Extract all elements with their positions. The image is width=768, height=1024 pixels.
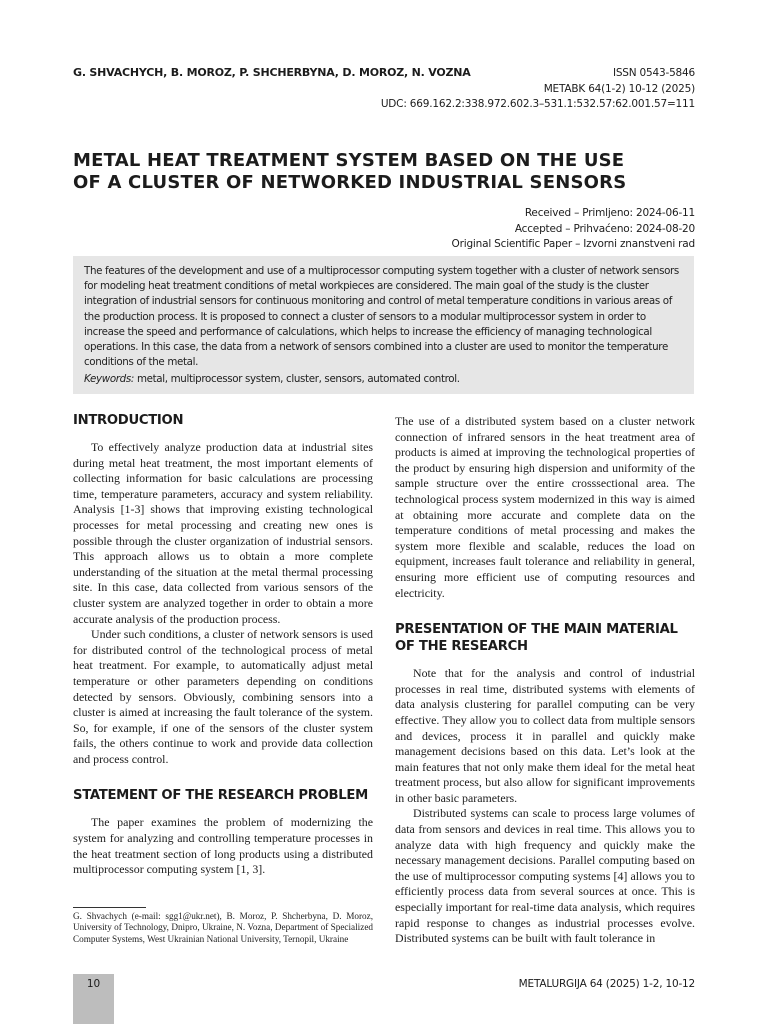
introduction-heading: INTRODUCTION — [73, 413, 184, 428]
problem-heading: STATEMENT OF THE RESEARCH PROBLEM — [73, 788, 368, 804]
main-heading-line-2: OF THE RESEARCH — [395, 639, 528, 655]
keywords-list: metal, multiprocessor system, cluster, sensors, automated control. — [136, 373, 460, 386]
abstract-text: The features of the development and use of a multiprocessor computing system together with a cluster of network sensors for modeling heat treatment conditions of metal workpieces are considered. The main goal of the study is the cluster integration of industrial sensors for continuous monitoring and control of metal temperature conditions in various areas of the production process. It is proposed to connect a cluster of sensors to a modular multiprocessor system in order to increase the speed and performance of calculations, which helps to increase the efficiency of managing technological operations. In this case, the data from a network of sensors combined into a cluster are used to monitor the temperature conditions of the metal. — [84, 265, 679, 369]
page-number: 10 — [86, 978, 101, 990]
page-number-box — [73, 974, 114, 1024]
paper-title — [73, 150, 693, 194]
title-line-1: METAL HEAT TREATMENT SYSTEM BASED ON THE USE — [73, 150, 625, 171]
problem-paragraph-1: The paper examines the problem of modernizing the system for analyzing and controlling temperature processes in the heat treatment section of long products using a distributed multiprocessor computing system [1, 3]. — [73, 815, 373, 877]
main-material-heading — [395, 621, 695, 655]
intro-paragraph-1: To effectively analyze production data at industrial sites during metal heat treatment, the most important elements of collecting information for basic calculations are processing time, temperature parameters, accuracy and system reliability. Analysis [1-3] shows that improving existing technological processes for metal processing and creating new ones is possible through the cluster organization of industrial sensors. This approach allows us to obtain a more complete understanding of the situation at the metal thermal processing site. In this case, data collected from various sensors of the cluster system are analyzed together in order to obtain a more accurate analysis of the production process. — [73, 440, 373, 626]
authors-line: G. SHVACHYCH, B. MOROZ, P. SHCHERBYNA, D. MOROZ, N. VOZNA — [73, 66, 471, 79]
journal-footer: METALURGIJA 64 (2025) 1-2, 10-12 — [518, 978, 695, 990]
abstract-box — [73, 256, 694, 394]
main-paragraph-1: Note that for the analysis and control of industrial processes in real time, distributed systems with elements of data analysis clustering for parallel computing can be very effective. They allow you to collect data from multiple sensors and devices, process it in parallel and quickly make management decisions based on this data. Let’s look at the main features that not only make them ideal for the metal heat treatment process, but also allow for significant improvements in other basic parameters. — [395, 666, 695, 805]
intro-paragraph-2: Under such conditions, a cluster of network sensors is used for distributed control of the technological process of metal heat treatment. For example, to automatically adjust metal temperature or other parameters depending on conditions detected by sensors. Obviously, combining sensors into a cluster is aimed at increasing the fault tolerance of the system. So, for example, if one of the sensors of the cluster system fails, the others continue to work and provide data collection and process control. — [73, 627, 373, 766]
journal-metadata — [381, 66, 695, 113]
right-column — [395, 414, 695, 947]
keywords-label: Keywords: — [84, 373, 134, 386]
udc-code: UDC: 669.162.2:338.972.602.3–531.1:532.57:62.001.57=111 — [380, 98, 695, 110]
paper-type: Original Scientific Paper – Izvorni znanstveni rad — [451, 238, 695, 250]
received-date: Received – Primljeno: 2024-06-11 — [524, 207, 695, 219]
accepted-date: Accepted – Prihvaćeno: 2024-08-20 — [514, 222, 695, 235]
left-column — [73, 412, 373, 878]
footnote-divider — [73, 907, 146, 908]
submission-dates — [452, 206, 695, 253]
right-paragraph-1: The use of a distributed system based on a cluster network connection of infrared sensors in the heat treatment area of products is aimed at improving the technological properties of the product by ensuring high dispersion and uniformity of the sample structure over the entire crosssectional area. The technological process system modernized in this way is aimed at obtaining more accurate and complete data on the temperature conditions of metal processing and makes the system more flexible and scalable, reduces the load on equipment, increases fault tolerance and reliability in general, ensuring more efficient use of computing resources and electricity. — [395, 414, 695, 600]
issn: ISSN 0543-5846 — [612, 67, 695, 79]
title-line-2: OF A CLUSTER OF NETWORKED INDUSTRIAL SENSORS — [73, 172, 627, 193]
main-heading-line-1: PRESENTATION OF THE MAIN MATERIAL — [395, 622, 678, 638]
main-paragraph-2: Distributed systems can scale to process large volumes of data from sensors and devices in real time. This allows you to analyze data with high frequency and quickly make the necessary management decisions. Parallel computing based on the use of multiprocessor computing systems [4] allows you to efficiently process data from several sources at once. This is especially important for real-time data analysis, which requires rapid response to changes as industrial processes evolve. Distributed systems can be built with fault tolerance in — [395, 806, 695, 946]
author-affiliations-footnote: G. Shvachych (e-mail: sgg1@ukr.net), B. Moroz, P. Shcherbyna, D. Moroz, University of Technology, Dnipro, Ukraine, N. Vozna, Department of Specialized Computer Systems, West Ukrainian National University, Ternopil, Ukraine — [73, 911, 373, 944]
metabk-code: METABK 64(1-2) 10-12 (2025) — [543, 82, 695, 95]
keywords — [84, 372, 684, 387]
